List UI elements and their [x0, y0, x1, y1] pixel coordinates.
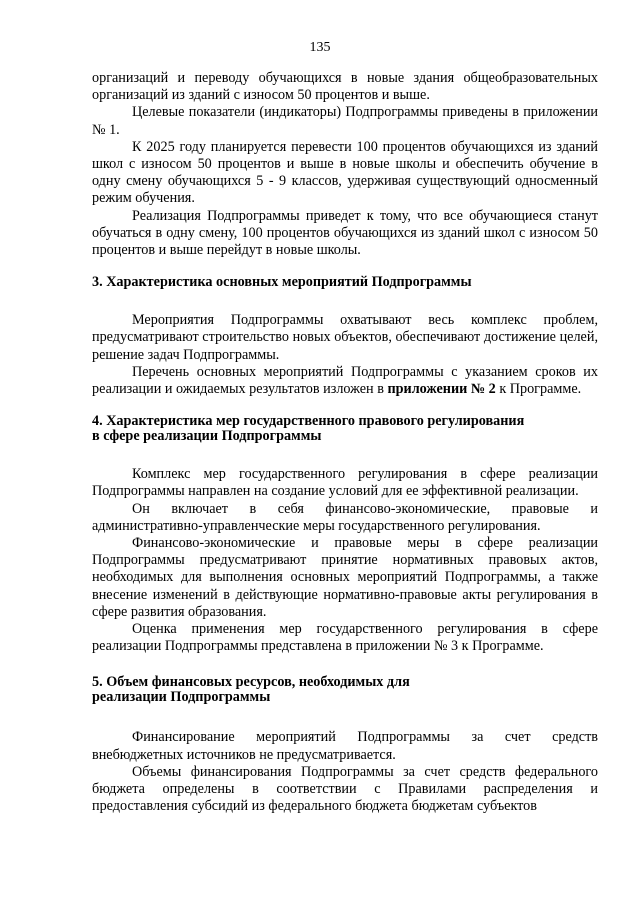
paragraph: Реализация Подпрограммы приведет к тому, что все обучающиеся станут обучаться в одну смену, 100 процентов обучающихся из зданий школ с износом 50 процентов и выше перейдут в новые школы.	[92, 207, 598, 259]
section-heading-4	[92, 414, 598, 444]
paragraph-text: к Программе.	[495, 381, 582, 398]
paragraph: Объемы финансирования Подпрограммы за счет средств федерального бюджета определены в соответствии с Правилами распределения и предоставления субсидий из федерального бюджета бюджетам субъектов	[92, 763, 598, 815]
paragraph: Финансово-экономические и правовые меры в сфере реализации Подпрограммы предусматривают принятие нормативных правовых актов, необходимых для выполнения основных мероприятий Подпрограммы, а также внесение изменений в действующие нормативно-правовые акты регулирования в сфере развития образования.	[92, 535, 598, 620]
appendix-reference: приложении № 2	[387, 381, 496, 398]
paragraph: организаций и переводу обучающихся в новые здания общеобразовательных организаций из зданий с износом 50 процентов и выше.	[92, 70, 598, 104]
paragraph: Комплекс мер государственного регулирования в сфере реализации Подпрограммы направлен на создание условий для ее эффективной реализации.	[92, 466, 598, 500]
section-heading-3: 3. Характеристика основных мероприятий Подпрограммы	[92, 274, 472, 291]
document-body	[92, 70, 598, 816]
page-number: 135	[309, 40, 331, 55]
heading-line: в сфере реализации Подпрограммы	[92, 428, 322, 445]
section-heading-5	[92, 675, 598, 705]
paragraph: К 2025 году планируется перевести 100 процентов обучающихся из зданий школ с износом 50 процентов и выше в новые школы и обеспечить обучение в одну смену обучающихся 5 - 9 классов, удерживая существующий односменный режим обучения.	[92, 138, 598, 207]
paragraph: Финансирование мероприятий Подпрограммы за счет средств внебюджетных источников не предусматривается.	[92, 729, 598, 763]
heading-line: реализации Подпрограммы	[92, 689, 271, 706]
paragraph: Мероприятия Подпрограммы охватывают весь комплекс проблем, предусматривают строительство новых объектов, обеспечивают достижение целей, решение задач Подпрограммы.	[92, 312, 598, 363]
paragraph: Он включает в себя финансово-экономические, правовые и административно-управленческие меры государственного регулирования.	[92, 500, 598, 534]
paragraph: Оценка применения мер государственного регулирования в сфере реализации Подпрограммы представлена в приложении № 3 к Программе.	[92, 621, 598, 655]
paragraph	[92, 364, 598, 398]
paragraph-text: Перечень основных мероприятий Подпрограммы с указанием сроков их реализации и ожидаемых результатов изложен в	[92, 363, 598, 398]
paragraph: Целевые показатели (индикаторы) Подпрограммы приведены в приложении № 1.	[92, 104, 598, 138]
heading-line: 5. Объем финансовых ресурсов, необходимых для	[92, 674, 410, 691]
heading-line: 4. Характеристика мер государственного правового регулирования	[92, 413, 525, 430]
